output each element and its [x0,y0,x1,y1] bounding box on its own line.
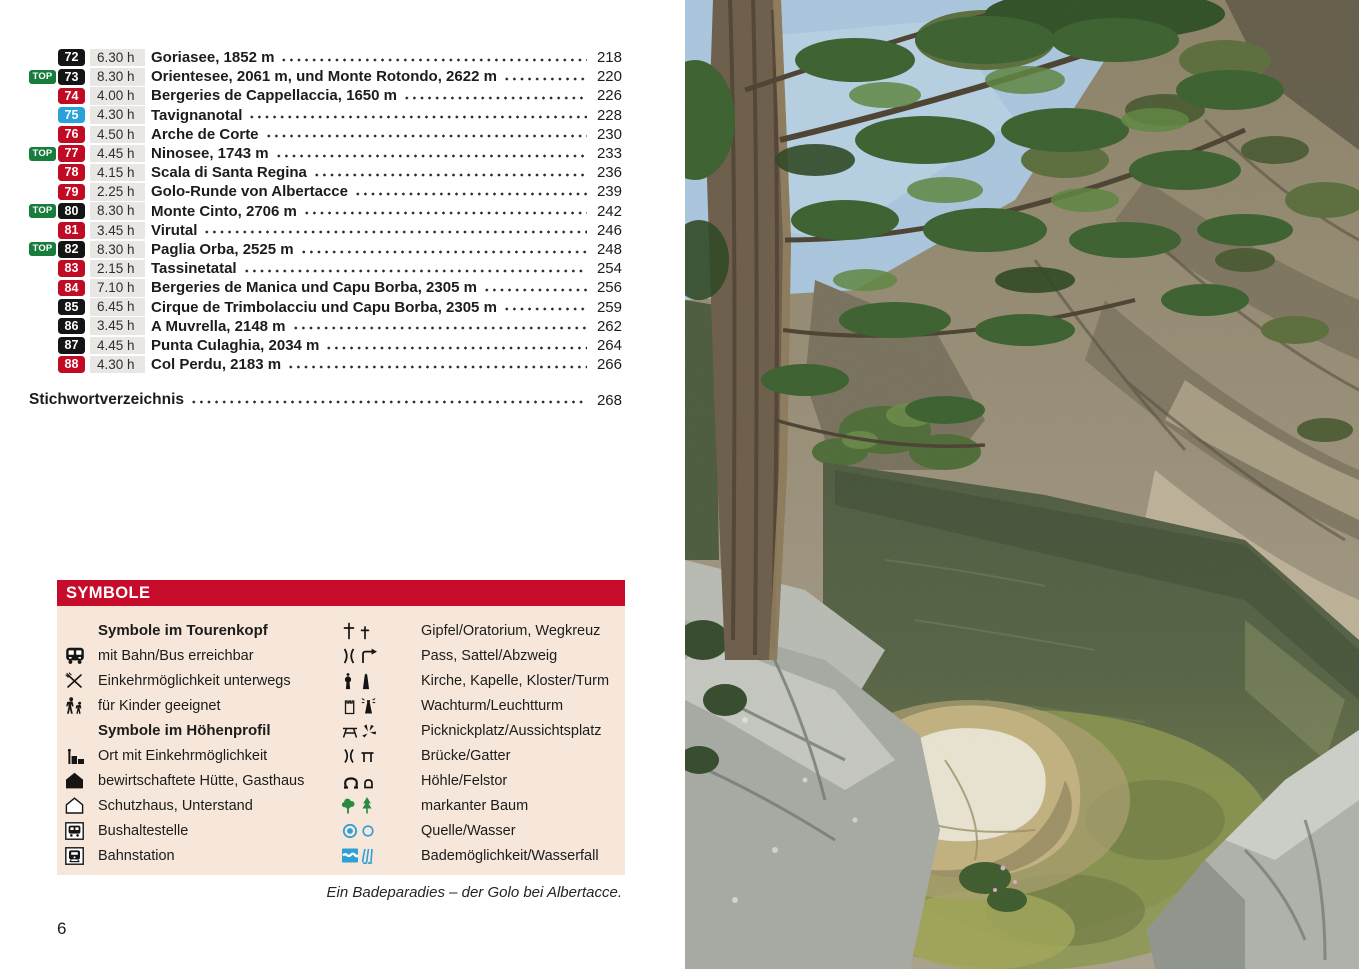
tour-number-badge: 86 [58,318,85,335]
photo-caption: Ein Badeparadies – der Golo bei Albertacce. [326,884,622,901]
tour-title: Tavignanotal [151,106,243,124]
symbol-legend-box [57,580,625,875]
tour-number-badge: 81 [58,222,85,239]
bus-icon [65,647,98,664]
toc-row-78 [29,163,622,182]
tour-page-number: 254 [596,260,622,278]
toc-row-85 [29,297,622,316]
tour-page-number: 256 [596,279,622,297]
tour-page-number: 220 [596,68,622,86]
church-tower-icon [341,672,421,690]
golo-gorge-illustration [685,0,1359,969]
legend-label: Bahnstation [98,847,175,864]
dot-leader [301,202,587,221]
legend-section-header: Symbole im Höhenprofil [98,722,271,739]
tour-page-number: 218 [596,49,622,67]
hut-filled-icon [65,772,98,789]
tour-number-badge: 72 [58,49,85,66]
train-station-icon [65,847,98,865]
legend-label: Brücke/Gatter [421,747,511,764]
tour-title: A Muvrella, 2148 m [151,317,286,335]
index-row [29,390,622,410]
tour-number-badge: 85 [58,299,85,316]
legend-row [341,793,621,818]
toc-row-77 [29,144,622,163]
top-spacer [29,108,56,122]
toc-row-74 [29,86,622,105]
tour-duration: 4.30 h [90,356,145,374]
legend-label: Wachturm/Leuchtturm [421,697,564,714]
tour-title: Col Perdu, 2183 m [151,356,282,374]
tour-duration: 4.45 h [90,145,145,163]
toc-row-83 [29,259,622,278]
tour-duration: 4.00 h [90,87,145,105]
toc-row-76 [29,125,622,144]
legend-row [65,693,337,718]
tour-number-badge: 88 [58,356,85,373]
tour-number-badge: 76 [58,126,85,143]
dot-leader [323,336,587,355]
tour-title: Tassinetatal [151,260,237,278]
gorge-photo [685,0,1359,969]
top-badge: TOP [29,242,56,256]
legend-row [341,768,621,793]
tour-title: Scala di Santa Regina [151,164,307,182]
dot-leader [278,48,587,67]
dot-leader [298,240,587,259]
dot-leader [285,355,587,374]
toc-row-88 [29,355,622,374]
tour-duration: 8.30 h [90,68,145,86]
tour-number-badge: 83 [58,260,85,277]
swim-waterfall-icon [341,846,421,865]
dot-leader [263,125,587,144]
legend-label: Kirche, Kapelle, Kloster/Turm [421,672,610,689]
legend-label: Höhle/Felstor [421,772,508,789]
index-page-number: 268 [596,391,622,409]
tour-duration: 4.15 h [90,164,145,182]
top-spacer [29,300,56,314]
dot-leader [188,390,587,409]
spring-water-icon [341,822,421,840]
tour-title: Monte Cinto, 2706 m [151,202,297,220]
toc-row-80 [29,202,622,221]
tour-title: Goriasee, 1852 m [151,49,275,67]
tour-page-number: 242 [596,202,622,220]
dot-leader [201,221,587,240]
tour-duration: 4.50 h [90,126,145,144]
top-badge: TOP [29,147,56,161]
dot-leader [241,259,587,278]
tour-number-badge: 79 [58,184,85,201]
top-badge: TOP [29,70,56,84]
top-spacer [29,51,56,65]
top-spacer [29,262,56,276]
legend-row [65,618,337,643]
summit-cross-icon [341,622,421,640]
legend-section-header: Symbole im Tourenkopf [98,622,268,639]
tour-duration: 2.25 h [90,183,145,201]
top-spacer [29,319,56,333]
tour-page-number: 239 [596,183,622,201]
legend-label: Ort mit Einkehrmöglichkeit [98,747,268,764]
tour-number-badge: 74 [58,88,85,105]
hut-outline-icon [65,797,98,814]
village-icon [65,747,98,765]
dot-leader [352,182,587,201]
legend-label: Quelle/Wasser [421,822,516,839]
legend-column-left [65,618,337,868]
tour-title: Paglia Orba, 2525 m [151,240,294,258]
page-number: 6 [57,919,67,938]
dot-leader [273,144,587,163]
top-spacer [29,358,56,372]
tour-number-badge: 80 [58,203,85,220]
tour-title: Orientesee, 2061 m, und Monte Rotondo, 2622 m [151,68,497,86]
top-badge: TOP [29,204,56,218]
bridge-gate-icon [341,747,421,765]
toc-row-82 [29,240,622,259]
legend-row [341,818,621,843]
tour-number-badge: 78 [58,164,85,181]
picnic-viewpoint-icon [341,722,421,740]
legend-row [65,643,337,668]
tour-number-badge: 82 [58,241,85,258]
legend-label: Bademöglichkeit/Wasserfall [421,847,599,864]
tour-number-badge: 87 [58,337,85,354]
pass-junction-icon [341,647,421,665]
tour-title: Golo-Runde von Albertacce [151,183,348,201]
tour-duration: 6.30 h [90,49,145,67]
top-spacer [29,281,56,295]
dot-leader [501,297,587,316]
tour-page-number: 259 [596,298,622,316]
tree-icon [341,796,421,815]
tour-page-number: 266 [596,356,622,374]
watchtower-lighthouse-icon [341,697,421,715]
tour-page-number: 248 [596,240,622,258]
tour-page-number: 233 [596,145,622,163]
cutlery-icon [65,672,98,689]
legend-title: SYMBOLE [57,580,625,606]
top-spacer [29,338,56,352]
dot-leader [290,317,587,336]
tour-number-badge: 73 [58,69,85,86]
tour-page-number: 226 [596,87,622,105]
legend-label: markanter Baum [421,797,529,814]
legend-row [341,693,621,718]
top-spacer [29,89,56,103]
legend-row [341,743,621,768]
legend-label: mit Bahn/Bus erreichbar [98,647,254,664]
tour-duration: 3.45 h [90,222,145,240]
legend-label: Schutzhaus, Unterstand [98,797,253,814]
toc-row-84 [29,278,622,297]
legend-row [65,743,337,768]
tour-number-badge: 77 [58,145,85,162]
legend-row [65,668,337,693]
dot-leader [401,86,587,105]
legend-column-right [341,618,621,868]
tour-page-number: 262 [596,317,622,335]
tour-duration: 3.45 h [90,317,145,335]
tour-title: Ninosee, 1743 m [151,145,269,163]
dot-leader [501,67,587,86]
tour-page-number: 228 [596,106,622,124]
legend-label: Bushaltestelle [98,822,189,839]
toc-row-75 [29,106,622,125]
tour-duration: 2.15 h [90,260,145,278]
dot-leader [481,278,587,297]
legend-label: Gipfel/Oratorium, Wegkreuz [421,622,601,639]
top-spacer [29,166,56,180]
tour-title: Virutal [151,221,198,239]
tour-title: Cirque de Trimbolacciu und Capu Borba, 2305 m [151,298,497,316]
tour-page-number: 264 [596,336,622,354]
top-spacer [29,223,56,237]
tour-duration: 4.45 h [90,337,145,355]
tour-title: Punta Culaghia, 2034 m [151,336,320,354]
toc-row-73 [29,67,622,86]
legend-row [65,718,337,743]
tour-duration: 7.10 h [90,279,145,297]
tour-title: Bergeries de Cappellaccia, 1650 m [151,87,397,105]
toc-row-86 [29,317,622,336]
tour-page-number: 230 [596,125,622,143]
legend-row [65,843,337,868]
legend-row [341,718,621,743]
cave-rockarch-icon [341,772,421,790]
toc-row-81 [29,221,622,240]
table-of-contents [29,48,622,374]
legend-row [65,818,337,843]
legend-row [341,618,621,643]
top-spacer [29,127,56,141]
legend-row [341,643,621,668]
legend-row [341,843,621,868]
tour-page-number: 236 [596,164,622,182]
legend-label: Picknickplatz/Aussichtsplatz [421,722,602,739]
legend-label: Einkehrmöglichkeit unterwegs [98,672,291,689]
legend-row [65,768,337,793]
tour-title: Bergeries de Manica und Capu Borba, 2305 m [151,279,477,297]
toc-row-79 [29,182,622,201]
legend-label: Pass, Sattel/Abzweig [421,647,558,664]
legend-row [65,793,337,818]
tour-number-badge: 84 [58,280,85,297]
children-icon [65,697,98,715]
tour-number-badge: 75 [58,107,85,124]
tour-duration: 8.30 h [90,202,145,220]
toc-row-87 [29,336,622,355]
tour-title: Arche de Corte [151,125,259,143]
dot-leader [311,163,587,182]
top-spacer [29,185,56,199]
tour-duration: 4.30 h [90,106,145,124]
photo-grain [685,0,1359,969]
tour-duration: 8.30 h [90,241,145,259]
tour-page-number: 246 [596,221,622,239]
dot-leader [246,106,587,125]
legend-row [341,668,621,693]
tour-duration: 6.45 h [90,298,145,316]
bus-stop-icon [65,822,98,840]
legend-label: bewirtschaftete Hütte, Gasthaus [98,772,305,789]
index-label: Stichwortverzeichnis [29,391,185,408]
toc-row-72 [29,48,622,67]
legend-label: für Kinder geeignet [98,697,221,714]
